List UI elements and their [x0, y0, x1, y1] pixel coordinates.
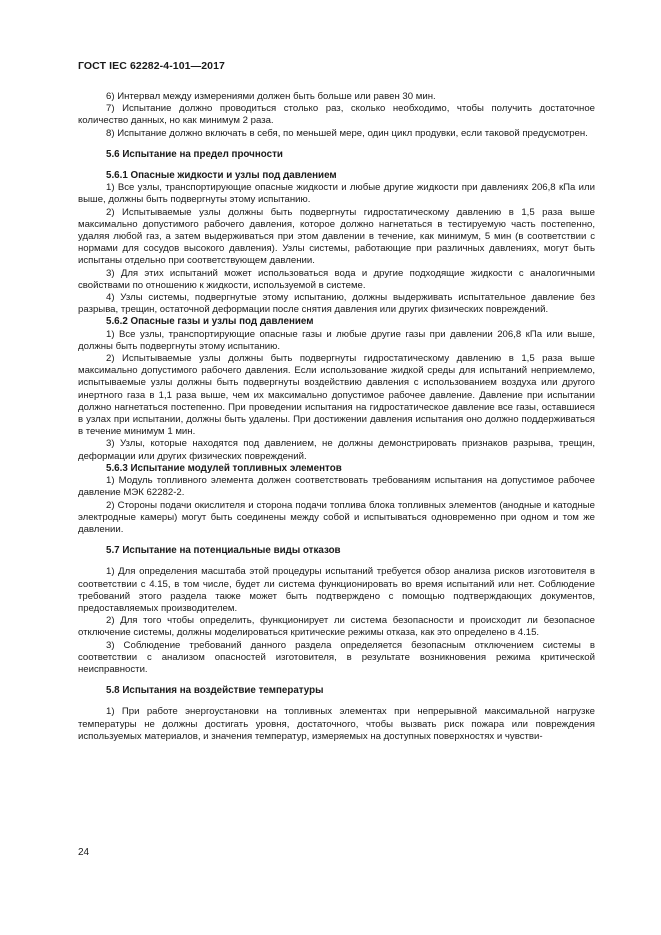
section-heading-5-8: 5.8 Испытания на воздействие температуры: [106, 685, 324, 697]
paragraph: 7) Испытание должно проводиться столько раз, сколько необходимо, чтобы получить достаточное количество данных, но как минимум 2 раза.: [78, 103, 595, 127]
paragraph: 3) Узлы, которые находятся под давлением, не должны демонстрировать признаков разрыва, трещин, деформации или других физических повреждений.: [78, 438, 595, 462]
paragraph: 2) Стороны подачи окислителя и сторона подачи топлива блока топливных элементов (анодные и катодные электродные камеры) могут быть соединены между собой и испытываться одновременно при одном и том же давлении.: [78, 499, 595, 535]
standard-header: ГОСТ IEC 62282-4-101—2017: [78, 60, 225, 72]
paragraph: 6) Интервал между измерениями должен быть больше или равен 30 мин.: [106, 91, 436, 102]
paragraph: 2) Для того чтобы определить, функционирует ли система безопасности и происходит ли безопасное отключение системы, должны моделироваться критические режимы отказа, как это определено в 4.15.: [78, 615, 595, 639]
page-body: [78, 91, 595, 743]
page-number: 24: [78, 847, 90, 858]
paragraph: 8) Испытание должно включать в себя, по меньшей мере, один цикл продувки, если таковой предусмотрен.: [106, 127, 588, 139]
paragraph: 1) Все узлы, транспортирующие опасные газы и любые другие газы при давлении 206,8 кПа или выше, должны быть подвергнуты этому испытанию.: [78, 328, 595, 352]
section-heading-5-6-3: 5.6.3 Испытание модулей топливных элементов: [106, 462, 342, 474]
paragraph: 1) Все узлы, транспортирующие опасные жидкости и любые другие жидкости при давлениях 206,8 кПа или выше, должны быть подвергнуты этому испытанию.: [78, 182, 595, 206]
paragraph: 2) Испытываемые узлы должны быть подвергнуты гидростатическому давлению в 1,5 раза выше максимально допустимого рабочего давления. Если использование жидкой среды для испытаний неприемлемо, испытываемые узлы должны быть подвергнуты воздействию давления с использованием воздуха или другого инертного газа в 1,1 раза выше, чем их максимально допустимое рабочее давление. Давление при испытании должно нагнетаться постепенно. При проведении испытания на гидростатическое давление все газы, оставшиеся в узлах при испытании, должны быть удалены. При достижении давления испытания оно должно поддерживаться в течение минимум 1 мин.: [78, 353, 595, 438]
paragraph: 1) Для определения масштаба этой процедуры испытаний требуется обзор анализа рисков изготовителя в соответствии с 4.15, в том числе, будет ли система функционировать во время испытаний или нет. Соблюдение требований этого раздела также может быть подтверждено с помощью подтверждающих документов, предоставляемых производителем.: [78, 566, 595, 614]
section-heading-5-6: 5.6 Испытание на предел прочности: [106, 148, 283, 160]
section-heading-5-6-2: 5.6.2 Опасные газы и узлы под давлением: [106, 316, 314, 328]
paragraph: 4) Узлы системы, подвергнутые этому испытанию, должны выдерживать испытательное давление без разрыва, трещин, остаточной деформации после снятия давления или других физических повреждений.: [78, 292, 595, 316]
section-heading-5-6-1: 5.6.1 Опасные жидкости и узлы под давлением: [106, 170, 337, 182]
paragraph: 1) При работе энергоустановки на топливных элементах при непрерывной максимальной нагрузке температуры не должны достигать уровня, достаточного, чтобы вызвать риск пожара или повреждения используемых материалов, и значения температур, измеряемых на доступных поверхностях и чувстви-: [78, 706, 595, 742]
paragraph: 1) Модуль топливного элемента должен соответствовать требованиям испытания на допустимое рабочее давление МЭК 62282-2.: [78, 475, 595, 499]
paragraph: 2) Испытываемые узлы должны быть подвергнуты гидростатическому давлению в 1,5 раза выше максимально допустимого рабочего давления, которое должно нагнетаться в тестируемую часть постепенно, удаляя любой газ, а затем выдерживаться при этом давлении в течение, как минимум, 5 мин (в соответствии с нормами для сосудов высокого давления). Узлы системы, работающие при различных давлениях, могут быть испытаны отдельно при соответствующем давлении.: [78, 206, 595, 267]
paragraph: 3) Для этих испытаний может использоваться вода и другие подходящие жидкости с аналогичными свойствами по отношению к жидкости, используемой в системе.: [78, 267, 595, 291]
section-heading-5-7: 5.7 Испытание на потенциальные виды отказов: [106, 545, 341, 557]
paragraph: 3) Соблюдение требований данного раздела определяется безопасным отключением системы в соответствии с анализом опасностей изготовителя, в результате возникновения режима критической неисправности.: [78, 639, 595, 675]
